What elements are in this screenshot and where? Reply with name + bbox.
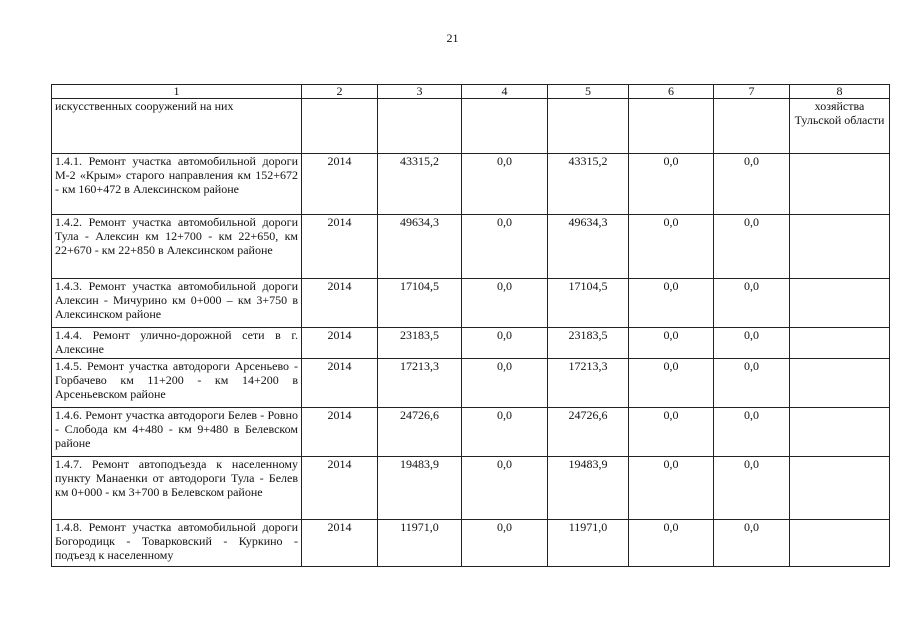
value-cell: 17213,3 xyxy=(378,359,462,408)
value-cell: 0,0 xyxy=(462,328,548,359)
year-cell: 2014 xyxy=(302,457,378,520)
value-cell: 11971,0 xyxy=(548,520,629,567)
value-cell: 0,0 xyxy=(462,457,548,520)
executor-cell xyxy=(790,457,890,520)
year-cell: 2014 xyxy=(302,215,378,279)
work-description: 1.4.1. Ремонт участка автомобильной дороги М-2 «Крым» старого направления км 152+672 - км 160+472 в Алексинском районе xyxy=(52,154,302,215)
work-description: 1.4.3. Ремонт участка автомобильной дороги Алексин - Мичурино км 0+000 – км 3+750 в Алексинском районе xyxy=(52,279,302,328)
value-cell: 0,0 xyxy=(629,359,714,408)
value-cell: 0,0 xyxy=(714,154,790,215)
work-description: 1.4.7. Ремонт автоподъезда к населенному пункту Манаенки от автодороги Тула - Белев км 0+000 - км 3+700 в Белевском районе xyxy=(52,457,302,520)
value-cell: 0,0 xyxy=(714,408,790,457)
value-cell: 0,0 xyxy=(714,279,790,328)
work-description: искусственных сооружений на них xyxy=(52,99,302,154)
year-cell: 2014 xyxy=(302,154,378,215)
column-header: 3 xyxy=(378,85,462,99)
work-description: 1.4.8. Ремонт участка автомобильной дороги Богородицк - Товарковский - Куркино - подъезд к населенному xyxy=(52,520,302,567)
program-table xyxy=(51,84,890,567)
column-header: 4 xyxy=(462,85,548,99)
year-cell: 2014 xyxy=(302,359,378,408)
value-cell xyxy=(629,99,714,154)
value-cell: 0,0 xyxy=(714,457,790,520)
column-header: 1 xyxy=(52,85,302,99)
value-cell: 49634,3 xyxy=(378,215,462,279)
value-cell: 0,0 xyxy=(629,457,714,520)
year-cell xyxy=(302,99,378,154)
table-row xyxy=(52,359,890,408)
table-row xyxy=(52,328,890,359)
value-cell: 0,0 xyxy=(462,215,548,279)
year-cell: 2014 xyxy=(302,408,378,457)
table-row xyxy=(52,279,890,328)
work-description: 1.4.6. Ремонт участка автодороги Белев - Ровно - Слобода км 4+480 - км 9+480 в Белевском районе xyxy=(52,408,302,457)
work-description: 1.4.2. Ремонт участка автомобильной дороги Тула - Алексин км 12+700 - км 22+650, км 22+670 - км 22+850 в Алексинском районе xyxy=(52,215,302,279)
value-cell: 11971,0 xyxy=(378,520,462,567)
value-cell: 19483,9 xyxy=(378,457,462,520)
column-header: 8 xyxy=(790,85,890,99)
value-cell: 0,0 xyxy=(629,154,714,215)
value-cell: 0,0 xyxy=(714,359,790,408)
value-cell: 0,0 xyxy=(629,328,714,359)
executor-cell xyxy=(790,328,890,359)
value-cell: 0,0 xyxy=(629,215,714,279)
value-cell: 17104,5 xyxy=(378,279,462,328)
column-number-row xyxy=(52,85,890,99)
value-cell xyxy=(548,99,629,154)
executor-cell: хозяйства Тульской области xyxy=(790,99,890,154)
column-header: 6 xyxy=(629,85,714,99)
executor-cell xyxy=(790,408,890,457)
value-cell: 17213,3 xyxy=(548,359,629,408)
table-row xyxy=(52,520,890,567)
value-cell xyxy=(378,99,462,154)
value-cell: 23183,5 xyxy=(548,328,629,359)
value-cell: 43315,2 xyxy=(378,154,462,215)
year-cell: 2014 xyxy=(302,279,378,328)
value-cell: 23183,5 xyxy=(378,328,462,359)
table-row xyxy=(52,457,890,520)
column-header: 2 xyxy=(302,85,378,99)
value-cell: 43315,2 xyxy=(548,154,629,215)
value-cell: 0,0 xyxy=(629,408,714,457)
executor-cell xyxy=(790,359,890,408)
executor-cell xyxy=(790,279,890,328)
value-cell: 0,0 xyxy=(629,279,714,328)
executor-cell xyxy=(790,215,890,279)
value-cell: 0,0 xyxy=(714,215,790,279)
value-cell: 19483,9 xyxy=(548,457,629,520)
column-header: 7 xyxy=(714,85,790,99)
value-cell: 0,0 xyxy=(462,408,548,457)
table-row xyxy=(52,99,890,154)
executor-cell xyxy=(790,154,890,215)
value-cell xyxy=(462,99,548,154)
value-cell: 0,0 xyxy=(714,520,790,567)
year-cell: 2014 xyxy=(302,328,378,359)
value-cell: 0,0 xyxy=(462,520,548,567)
value-cell: 0,0 xyxy=(629,520,714,567)
value-cell: 24726,6 xyxy=(548,408,629,457)
executor-cell xyxy=(790,520,890,567)
table-row xyxy=(52,215,890,279)
value-cell xyxy=(714,99,790,154)
table-row xyxy=(52,154,890,215)
page-number: 21 xyxy=(446,31,459,45)
table-row xyxy=(52,408,890,457)
value-cell: 0,0 xyxy=(462,154,548,215)
value-cell: 0,0 xyxy=(462,359,548,408)
year-cell: 2014 xyxy=(302,520,378,567)
column-header: 5 xyxy=(548,85,629,99)
value-cell: 0,0 xyxy=(462,279,548,328)
work-description: 1.4.4. Ремонт улично-дорожной сети в г. Алексине xyxy=(52,328,302,359)
value-cell: 17104,5 xyxy=(548,279,629,328)
value-cell: 49634,3 xyxy=(548,215,629,279)
value-cell: 24726,6 xyxy=(378,408,462,457)
value-cell: 0,0 xyxy=(714,328,790,359)
work-description: 1.4.5. Ремонт участка автодороги Арсеньево - Горбачево км 11+200 - км 14+200 в Арсеньевском районе xyxy=(52,359,302,408)
